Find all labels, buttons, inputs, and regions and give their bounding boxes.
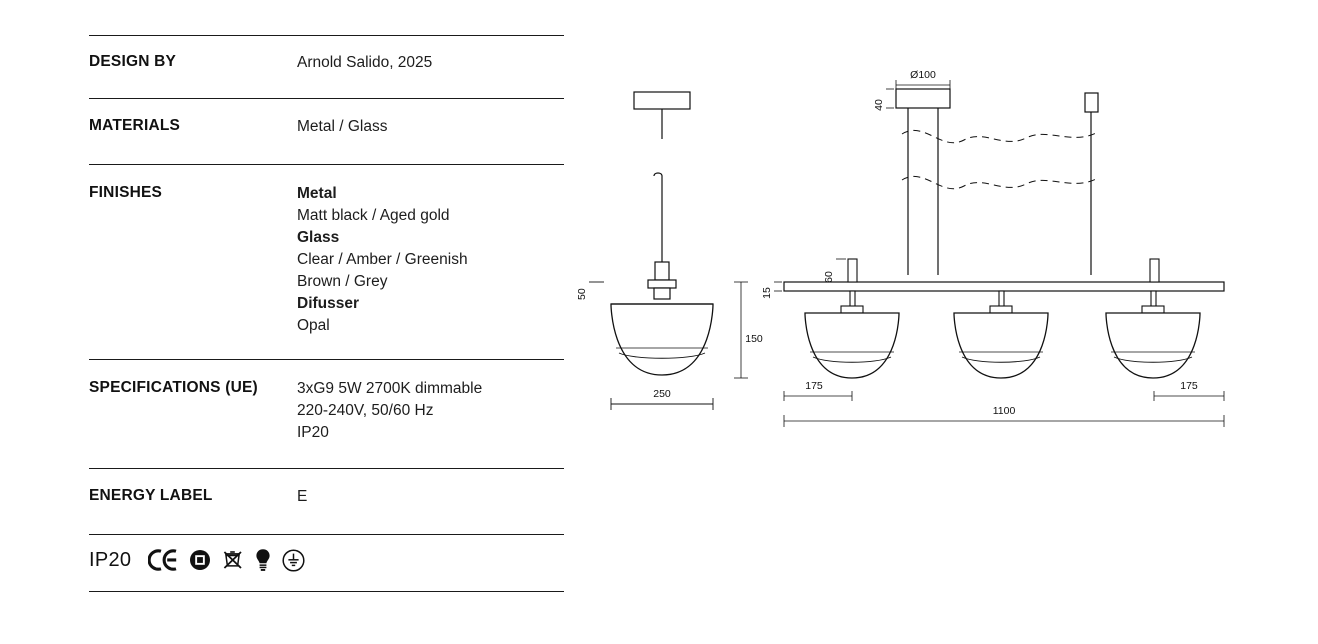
table-row-finishes: [89, 164, 564, 359]
finishes-glass-value-1: Clear / Amber / Greenish: [297, 251, 468, 268]
single-pendant-elevation: [611, 92, 713, 375]
drawings-svg: [564, 0, 1318, 639]
dim-end-spacing-right: 175: [1180, 380, 1198, 392]
no-weee-crossed-bin-icon: [222, 549, 244, 571]
finishes-diffuser-value: Opal: [297, 317, 330, 334]
finishes-diffuser-heading: Difusser: [297, 295, 360, 312]
finishes-glass-heading: Glass: [297, 229, 340, 246]
row-value-specifications: [297, 378, 564, 444]
technical-drawings: [564, 0, 1318, 639]
specification-table: [89, 35, 564, 592]
table-row-energy-label: [89, 468, 564, 534]
row-label-energy-label: ENERGY LABEL: [89, 487, 213, 504]
certification-icon-group: [89, 548, 305, 572]
finishes-metal-heading: Metal: [297, 185, 337, 202]
earth-ground-icon: [282, 549, 305, 572]
specification-ip-rating: IP20: [297, 424, 329, 441]
dim-bar-length: 1100: [992, 405, 1016, 417]
finishes-metal-value: Matt black / Aged gold: [297, 207, 450, 224]
dim-canopy-drop: 50: [576, 288, 588, 300]
dim-stem-height: 60: [823, 271, 835, 283]
row-value-design-by: Arnold Salido, 2025: [297, 54, 433, 71]
specification-voltage: 220-240V, 50/60 Hz: [297, 402, 434, 419]
ce-mark-icon: [148, 548, 178, 572]
row-label-materials: MATERIALS: [89, 117, 181, 134]
table-row-certifications: [89, 534, 564, 592]
dim-end-spacing-left: 175: [805, 380, 823, 392]
row-label-finishes: FINISHES: [89, 184, 163, 201]
dim-shade-width: 250: [653, 388, 671, 400]
triple-pendant-bar-elevation: [784, 89, 1224, 378]
dim-canopy-diameter: Ø100: [910, 69, 936, 81]
row-label-specifications-line-2: (UE): [225, 379, 258, 396]
row-value-materials: Metal / Glass: [297, 118, 388, 135]
ip-rating-label: IP20: [89, 548, 132, 571]
row-value-energy-label: E: [297, 488, 308, 505]
specification-lamp: 3xG9 5W 2700K dimmable: [297, 380, 483, 397]
dim-overall-drop: 150: [745, 333, 763, 345]
row-label-specifications-line-1: SPECIFICATIONS: [89, 379, 221, 396]
non-replaceable-lamp-icon: [255, 548, 271, 572]
finishes-glass-value-2: Brown / Grey: [297, 273, 388, 290]
table-row-materials: [89, 98, 564, 164]
row-label-specifications: [89, 378, 297, 399]
row-label-design-by: DESIGN BY: [89, 53, 177, 70]
dim-bar-thickness: 15: [761, 287, 773, 299]
table-row-specifications: [89, 359, 564, 468]
table-row-design-by: [89, 35, 564, 98]
class-ii-double-insulation-icon: [189, 549, 211, 571]
row-value-finishes: [297, 183, 564, 337]
dim-canopy-height: 40: [873, 99, 885, 111]
